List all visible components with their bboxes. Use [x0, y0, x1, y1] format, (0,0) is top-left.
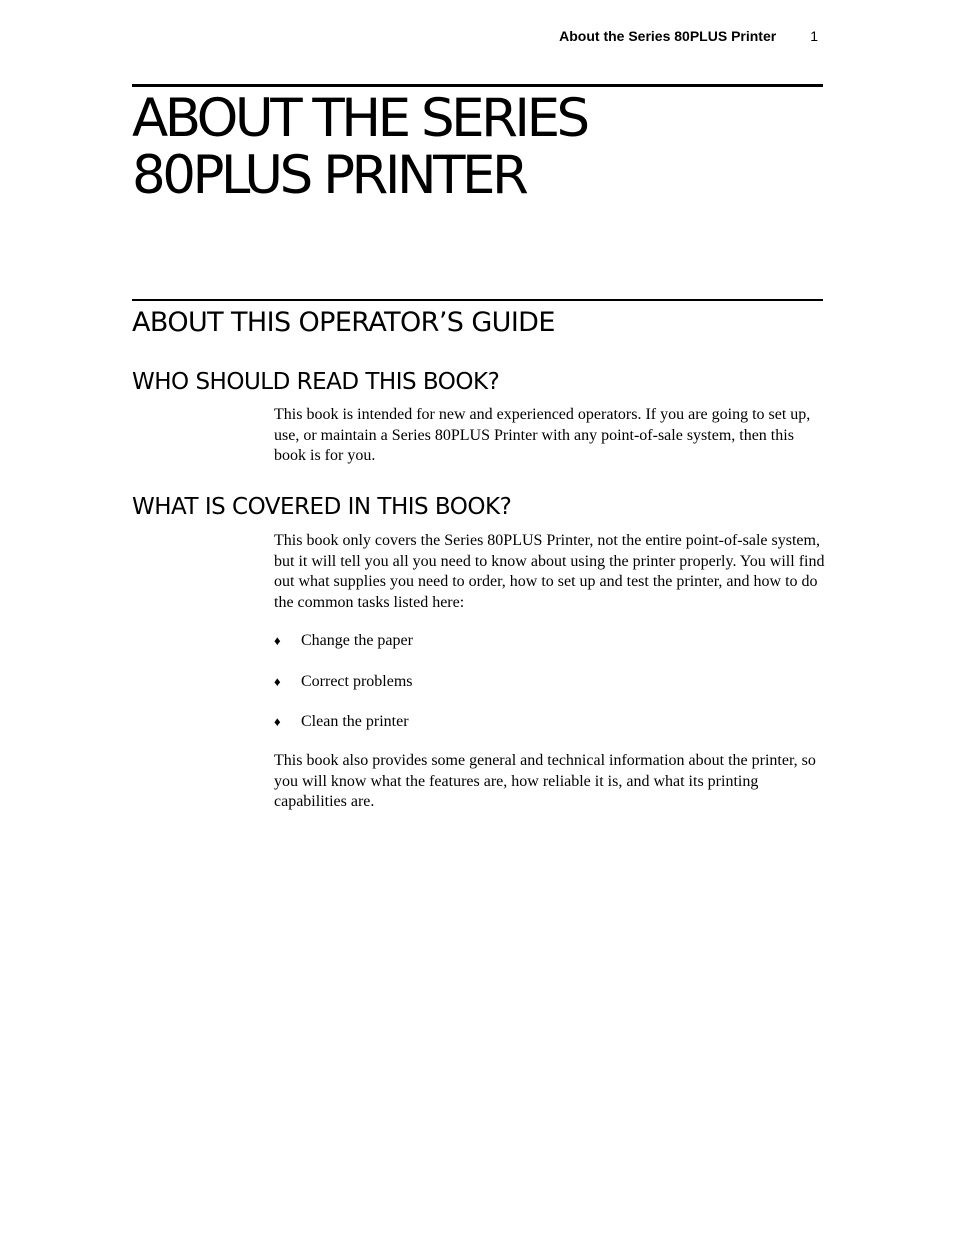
section-heading: ABOUT THIS OPERATOR’S GUIDE — [132, 307, 555, 338]
who-should-read-heading: WHO SHOULD READ THIS BOOK? — [132, 369, 500, 395]
list-item — [274, 712, 413, 733]
list-item — [274, 631, 413, 652]
chapter-rule — [132, 84, 823, 87]
closing-paragraph: This book also provides some general and technical information about the printer, so you will know what the features are, how reliable it is, and what its printing capabilities are. — [274, 752, 816, 810]
list-item-label: Change the paper — [301, 632, 413, 649]
chapter-title-line-2: 80PLUS PRINTER — [132, 145, 526, 206]
diamond-icon: ♦ — [274, 673, 281, 689]
what-is-covered-paragraph: This book only covers the Series 80PLUS Printer, not the entire point-of-sale system, but it will tell you all you need to know about using the printer properly. You will find out what supplies you need to order, how to set up and test the printer, and how to do the common tasks listed here: — [274, 532, 825, 611]
who-should-read-paragraph: This book is intended for new and experienced operators. If you are going to set up, use, or maintain a Series 80PLUS Printer with any point-of-sale system, then this book is for you. — [274, 406, 811, 464]
running-header-title: About the Series 80PLUS Printer — [559, 28, 777, 44]
chapter-title-line-1: ABOUT THE SERIES — [132, 88, 587, 149]
section-rule — [132, 299, 823, 301]
chapter-title — [132, 90, 587, 204]
list-item-label: Correct problems — [301, 672, 413, 690]
running-header — [559, 28, 818, 44]
page-number: 1 — [810, 28, 818, 44]
task-list — [274, 631, 413, 753]
what-is-covered-heading: WHAT IS COVERED IN THIS BOOK? — [132, 494, 512, 520]
list-item — [274, 672, 413, 693]
diamond-icon: ♦ — [274, 714, 281, 729]
diamond-icon: ♦ — [274, 633, 281, 648]
list-item-label: Clean the printer — [301, 713, 409, 730]
